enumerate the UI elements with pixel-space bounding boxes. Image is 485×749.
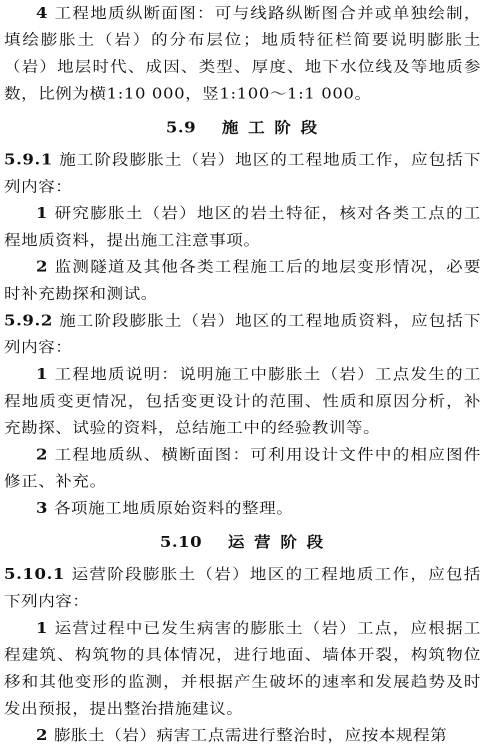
item-text: 工程地质纵断面图：可与线路纵断图合并或单独绘制，填绘膨胀土（岩）的分布层位；地质特征栏简要说明膨胀土（岩）地层时代、成因、类型、厚度、地下水位线及等地质参数，比例为横1:10 000，竖1:100～1:1 000。 bbox=[4, 4, 481, 102]
clause-number: 5.10.1 bbox=[4, 565, 66, 583]
list-item-2 bbox=[4, 254, 481, 308]
list-item-1 bbox=[4, 615, 481, 722]
section-number: 5.10 bbox=[159, 533, 203, 551]
item-number: 3 bbox=[36, 499, 49, 517]
section-title: 施 工 阶 段 bbox=[221, 118, 320, 136]
section-heading-5-9 bbox=[0, 116, 485, 139]
clause-5-10-1 bbox=[4, 561, 481, 615]
item-number: 2 bbox=[36, 446, 49, 463]
clause-text: 运营阶段膨胀土（岩）地区的工程地质工作，应包括下列内容： bbox=[4, 565, 481, 610]
clause-number: 5.9.1 bbox=[4, 151, 53, 169]
item-number: 2 bbox=[36, 258, 49, 276]
list-item-3 bbox=[4, 495, 481, 522]
item-number: 1 bbox=[36, 365, 49, 383]
item-text: 监测隧道及其他各类工程施工后的地层变形情况，必要时补充勘探和测试。 bbox=[4, 258, 481, 303]
section-title: 运 营 阶 段 bbox=[227, 533, 326, 551]
item-text: 各项施工地质原始资料的整理。 bbox=[53, 499, 294, 517]
item-text: 膨胀土（岩）病害工点需进行整治时，应按本规程第 bbox=[53, 726, 448, 744]
item-number: 4 bbox=[36, 4, 49, 22]
item-text: 研究膨胀土（岩）地区的岩土特征，核对各类工点的工程地质资料，提出施工注意事项。 bbox=[4, 204, 481, 249]
clause-5-9-2 bbox=[4, 307, 481, 361]
item-number: 1 bbox=[36, 619, 49, 637]
list-item-2 bbox=[4, 442, 481, 496]
clause-5-9-1 bbox=[4, 147, 481, 201]
item-text: 工程地质纵、横断面图：可利用设计文件中的相应图件修正、补充。 bbox=[4, 446, 481, 490]
clause-text: 施工阶段膨胀土（岩）地区的工程地质资料，应包括下列内容： bbox=[4, 311, 481, 356]
clause-text: 施工阶段膨胀土（岩）地区的工程地质工作，应包括下列内容： bbox=[4, 151, 481, 195]
list-item-1 bbox=[4, 361, 481, 441]
section-number: 5.9 bbox=[165, 118, 197, 136]
item-number: 1 bbox=[36, 204, 49, 222]
item-text: 工程地质说明：说明施工中膨胀土（岩）工点发生的工程地质变更情况，包括变更设计的范围、性质和原因分析，补充勘探、试验的资料，总结施工中的经验教训等。 bbox=[4, 365, 481, 437]
list-item-1 bbox=[4, 200, 481, 254]
item-number: 2 bbox=[36, 726, 49, 744]
item-text: 运营过程中已发生病害的膨胀土（岩）工点，应根据工程建筑、构筑物的具体情况，进行地面、墙体开裂，构筑物位移和其他变形的监测，并根据产生破坏的速率和发展趋势及时发出预报，提出整治措施建议。 bbox=[4, 619, 481, 717]
paragraph-item-4 bbox=[4, 0, 481, 107]
list-item-2 bbox=[4, 722, 481, 749]
section-heading-5-10 bbox=[0, 531, 485, 554]
clause-number: 5.9.2 bbox=[4, 311, 53, 329]
